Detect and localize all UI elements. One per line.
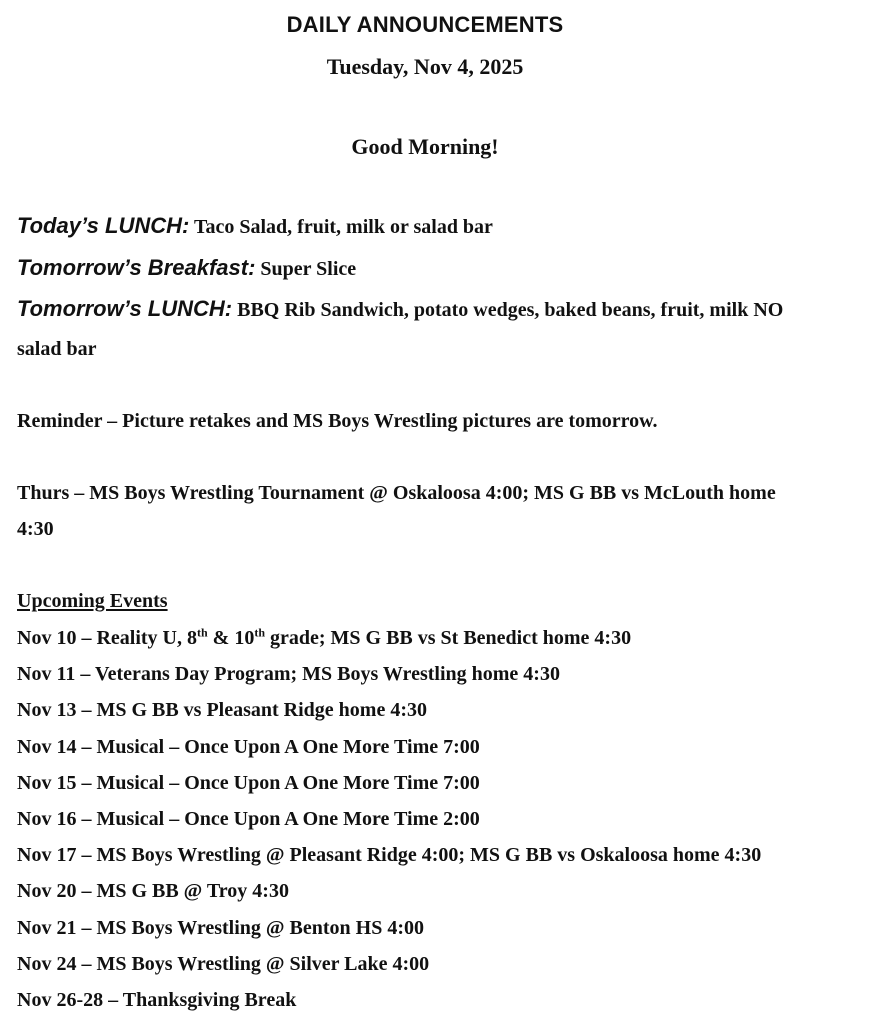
thursday-notice: Thurs – MS Boys Wrestling Tournament @ Oskaloosa 4:00; MS G BB vs McLouth home [17,482,776,504]
event-text: & 10 [207,627,255,649]
event-item-nov10 [17,626,761,662]
event-item: Nov 11 – Veterans Day Program; MS Boys Wrestling home 4:30 [17,663,560,686]
event-item: Nov 21 – MS Boys Wrestling @ Benton HS 4:00 [17,916,424,939]
page-title: DAILY ANNOUNCEMENTS [286,12,564,37]
ordinal-suffix: th [254,625,265,640]
event-text: Nov 10 – Reality U, 8 [17,627,197,649]
announcement-date: Tuesday, Nov 4, 2025 [326,54,524,79]
tomorrow-lunch-value-continued: salad bar [17,338,97,360]
event-item: Nov 13 – MS G BB vs Pleasant Ridge home 4:30 [17,699,427,722]
upcoming-events-list [17,626,761,1024]
event-item: Nov 15 – Musical – Once Upon A One More Time 7:00 [17,771,480,794]
tomorrow-lunch-line [17,296,783,322]
greeting: Good Morning! [351,134,499,159]
tomorrow-breakfast-label: Tomorrow’s Breakfast: [17,255,256,280]
event-item: Nov 16 – Musical – Once Upon A One More Time 2:00 [17,807,480,830]
tomorrow-breakfast-value: Super Slice [260,258,357,280]
event-text: grade; MS G BB vs St Benedict home 4:30 [265,627,632,649]
reminder-notice: Reminder – Picture retakes and MS Boys Wrestling pictures are tomorrow. [17,410,658,432]
ordinal-suffix: th [196,625,208,640]
tomorrow-lunch-label: Tomorrow’s LUNCH: [17,296,233,321]
upcoming-events-heading: Upcoming Events [17,590,168,612]
event-item: Nov 24 – MS Boys Wrestling @ Silver Lake 4:00 [17,952,430,975]
today-lunch-line [17,213,493,239]
tomorrow-lunch-value: BBQ Rib Sandwich, potato wedges, baked beans, fruit, milk NO [237,299,784,321]
thursday-notice-continued: 4:30 [17,518,54,540]
today-lunch-label: Today’s LUNCH: [17,213,190,238]
event-item: Nov 20 – MS G BB @ Troy 4:30 [17,880,289,903]
today-lunch-value: Taco Salad, fruit, milk or salad bar [194,216,493,238]
event-item: Nov 14 – Musical – Once Upon A One More Time 7:00 [17,735,480,758]
tomorrow-breakfast-line [17,255,356,281]
event-item: Nov 26-28 – Thanksgiving Break [17,988,297,1011]
event-item: Nov 17 – MS Boys Wrestling @ Pleasant Ridge 4:00; MS G BB vs Oskaloosa home 4:30 [17,844,762,867]
